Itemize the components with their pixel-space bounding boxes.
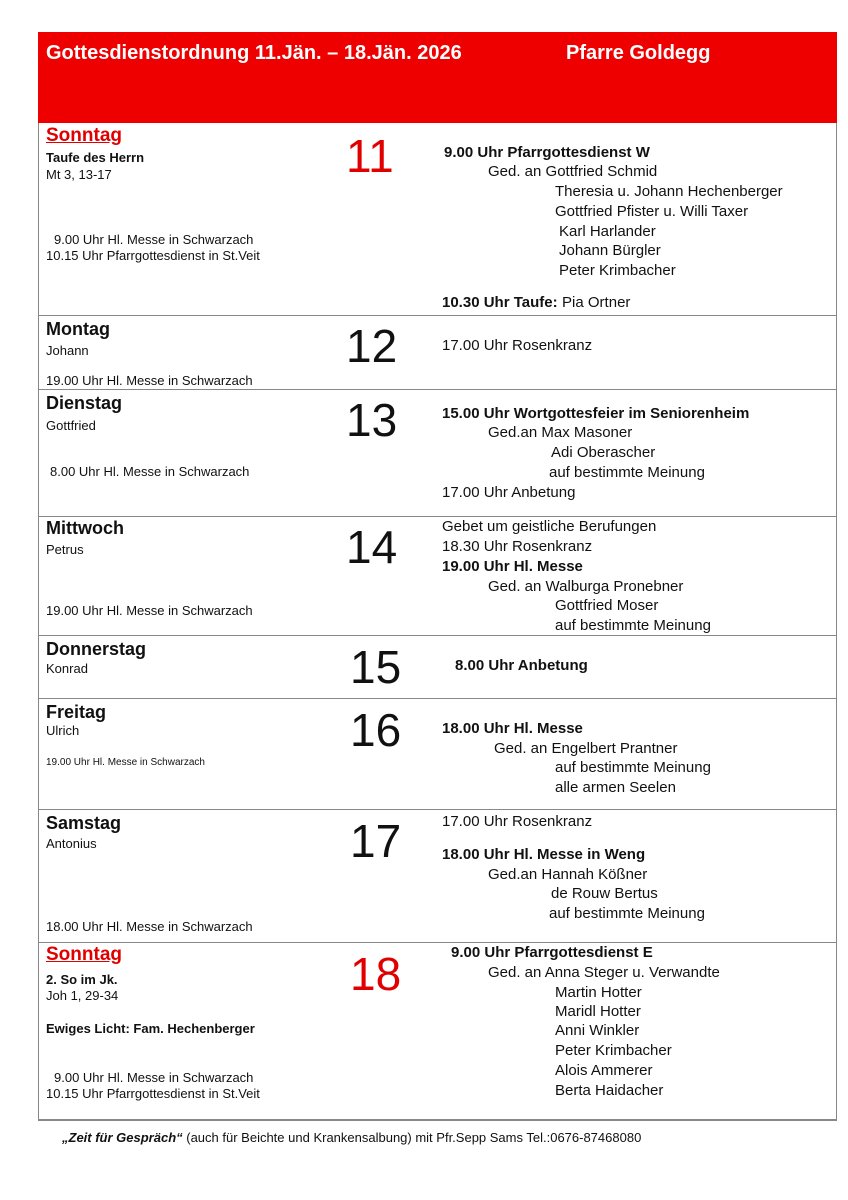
- service-line: Karl Harlander: [559, 223, 656, 240]
- other-mass: 9.00 Uhr Hl. Messe in Schwarzach: [54, 1070, 254, 1085]
- day-name: Mittwoch: [46, 518, 124, 538]
- day-saint: Gottfried: [46, 418, 96, 433]
- day-number: 16: [350, 704, 402, 756]
- footer-bold: „Zeit für Gespräch“: [62, 1130, 183, 1145]
- baptism-label: 10.30 Uhr Taufe:: [442, 294, 558, 311]
- other-mass: 10.15 Uhr Pfarrgottesdienst in St.Veit: [46, 1086, 260, 1101]
- other-mass: 19.00 Uhr Hl. Messe in Schwarzach: [46, 757, 205, 768]
- day-reading: Mt 3, 13-17: [46, 167, 112, 182]
- service-line: 15.00 Uhr Wortgottesfeier im Seniorenheim: [442, 405, 750, 422]
- service-line: 17.00 Uhr Rosenkranz: [442, 337, 593, 354]
- service-line: auf bestimmte Meinung: [555, 617, 711, 634]
- service-line: 19.00 Uhr Hl. Messe: [442, 558, 583, 575]
- day-number: 18: [350, 948, 402, 1000]
- other-mass: 19.00 Uhr Hl. Messe in Schwarzach: [46, 603, 253, 618]
- service-line: auf bestimmte Meinung: [549, 905, 705, 922]
- other-mass: 9.00 Uhr Hl. Messe in Schwarzach: [54, 232, 254, 247]
- day-number: 11: [346, 130, 394, 182]
- other-mass: 18.00 Uhr Hl. Messe in Schwarzach: [46, 919, 253, 934]
- day-feast: Taufe des Herrn: [46, 150, 145, 165]
- day-number: 12: [346, 320, 398, 372]
- day-row-wednesday-14: [39, 516, 836, 636]
- day-row-tuesday-13: [39, 389, 836, 517]
- service-line: Johann Bürgler: [559, 242, 661, 259]
- service-line: 9.00 Uhr Pfarrgottesdienst W: [444, 144, 650, 161]
- day-name: Dienstag: [46, 393, 123, 413]
- service-line: Theresia u. Johann Hechenberger: [555, 183, 783, 200]
- day-reading: Joh 1, 29-34: [46, 988, 119, 1003]
- day-row-sunday-11: [39, 123, 836, 316]
- service-line: 17.00 Uhr Anbetung: [442, 484, 576, 501]
- service-line: Anni Winkler: [555, 1022, 640, 1039]
- service-line: 18.00 Uhr Hl. Messe in Weng: [442, 846, 646, 863]
- day-number: 17: [350, 815, 402, 867]
- day-number: 15: [350, 641, 402, 693]
- service-line: 9.00 Uhr Pfarrgottesdienst E: [451, 944, 653, 961]
- header-banner: [38, 32, 837, 123]
- day-name: Freitag: [46, 702, 107, 722]
- service-line: alle armen Seelen: [555, 779, 676, 796]
- eternal-light: Ewiges Licht: Fam. Hechenberger: [46, 1021, 255, 1036]
- day-number: 13: [346, 394, 398, 446]
- day-name: Samstag: [46, 813, 122, 833]
- service-line: Peter Krimbacher: [559, 262, 676, 279]
- day-saint: Antonius: [46, 836, 97, 851]
- service-line: Ged. an Engelbert Prantner: [494, 740, 678, 757]
- service-line: Ged. an Walburga Pronebner: [488, 578, 684, 595]
- day-row-sunday-18: [39, 942, 836, 1120]
- service-line: Ged.an Max Masoner: [488, 424, 633, 441]
- day-row-thursday-15: [39, 635, 836, 699]
- day-saint: Ulrich: [46, 723, 80, 738]
- service-line: Maridl Hotter: [555, 1003, 641, 1020]
- service-line: Berta Haidacher: [555, 1082, 664, 1099]
- day-name: Sonntag: [46, 944, 122, 965]
- day-name: Montag: [46, 319, 110, 339]
- day-feast: 2. So im Jk.: [46, 972, 118, 987]
- page-title: Gottesdienstordnung 11.Jän. – 18.Jän. 2026: [46, 42, 462, 64]
- service-line: 18.00 Uhr Hl. Messe: [442, 720, 583, 737]
- schedule-table: [38, 123, 837, 1121]
- service-line: Ged. an Gottfried Schmid: [488, 163, 658, 180]
- service-line: Adi Oberascher: [551, 444, 656, 461]
- service-line: Gottfried Pfister u. Willi Taxer: [555, 203, 749, 220]
- day-saint: Petrus: [46, 542, 84, 557]
- service-line: Peter Krimbacher: [555, 1042, 672, 1059]
- day-name: Donnerstag: [46, 639, 147, 659]
- service-line: Gottfried Moser: [555, 597, 659, 614]
- other-mass: 19.00 Uhr Hl. Messe in Schwarzach: [46, 373, 253, 388]
- other-mass: 8.00 Uhr Hl. Messe in Schwarzach: [50, 464, 250, 479]
- service-line: Gebet um geistliche Berufungen: [442, 518, 657, 535]
- day-row-friday-16: [39, 698, 836, 810]
- service-line: auf bestimmte Meinung: [555, 759, 711, 776]
- service-line: Martin Hotter: [555, 984, 642, 1001]
- service-line: 8.00 Uhr Anbetung: [455, 657, 588, 674]
- service-line: Alois Ammerer: [555, 1062, 653, 1079]
- service-line: auf bestimmte Meinung: [549, 464, 705, 481]
- service-line: Ged.an Hannah Kößner: [488, 866, 648, 883]
- day-number: 14: [346, 521, 398, 573]
- footer-text: (auch für Beichte und Krankensalbung) mit Pfr.Sepp Sams Tel.:0676-87468080: [182, 1130, 642, 1145]
- service-line: Ged. an Anna Steger u. Verwandte: [488, 964, 720, 981]
- service-line: 18.30 Uhr Rosenkranz: [442, 538, 593, 555]
- day-row-saturday-17: [39, 809, 836, 943]
- footer-note: [62, 1130, 641, 1145]
- baptism-line: [442, 294, 630, 312]
- baptism-name: Pia Ortner: [562, 294, 631, 311]
- other-mass: 10.15 Uhr Pfarrgottesdienst in St.Veit: [46, 248, 260, 263]
- service-line: de Rouw Bertus: [551, 885, 658, 902]
- day-row-monday-12: [39, 315, 836, 390]
- service-line: 17.00 Uhr Rosenkranz: [442, 813, 593, 830]
- parish-name: Pfarre Goldegg: [566, 42, 711, 64]
- day-saint: Konrad: [46, 661, 88, 676]
- day-saint: Johann: [46, 343, 89, 358]
- day-name: Sonntag: [46, 125, 122, 146]
